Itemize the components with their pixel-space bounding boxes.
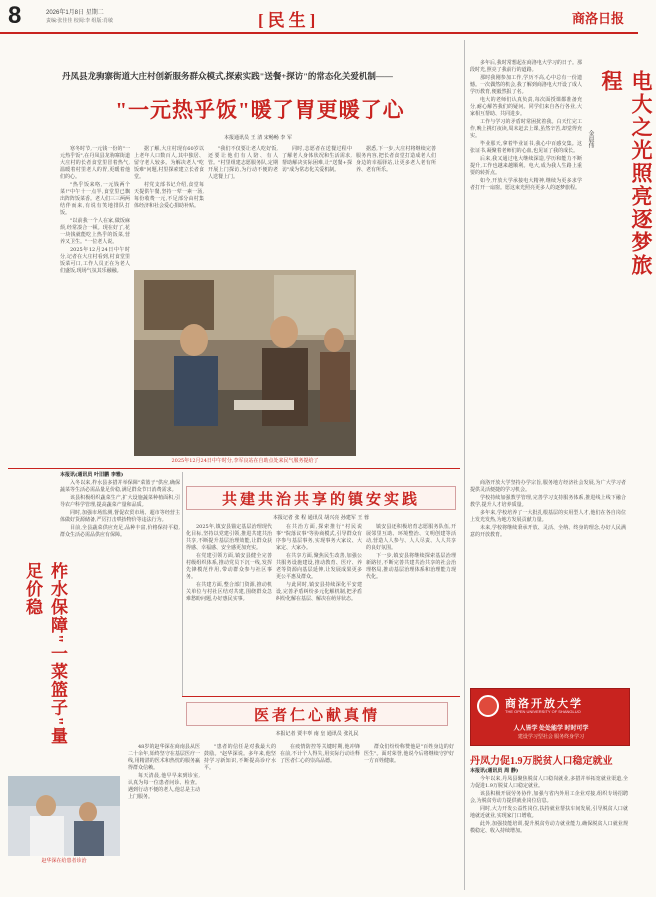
paragraph: "患者的信任是对我最大的鼓励。"赵华深说。多年来,他坚持学习新知识,不断提高诊疗水平。 — [204, 744, 276, 771]
editors-line: 责编:张佳佳 校阅:李 组版:肖敏 — [46, 18, 113, 24]
paragraph: 同时,加强市场监测,督促农贸市场、超市等经营主体做好货源储备,严厉打击哄抬物价等违法行为。 — [60, 510, 180, 523]
paragraph: 与此同时,镇安县持续深化平安建设,完善矛盾纠纷多元化解机制,把矛盾纠纷化解在基层、解决在萌芽状态。 — [276, 582, 362, 602]
middle-byline: 本报记者 张 程 通讯员 胡兴亮 孙建军 王 蓉 — [272, 515, 370, 521]
university-english: THE OPEN UNIVERSITY OF SHANGLUO — [505, 709, 581, 714]
lead-byline: 本报通讯员 王 清 宋畅畅 李 军 — [224, 135, 292, 141]
paragraph: 镇安县还积极培育志愿服务队伍,开展邻里互助、环境整治、文明创建等活动,营造人人参与、人人尽责、人人共享的良好氛围。 — [366, 524, 456, 551]
paragraph: 村党支部书记介绍,食堂每天提供午餐,坚持一荤一素一汤,每份收费一元,不足部分由村集体经济和社会爱心捐助补贴。 — [134, 182, 204, 209]
newspaper-logo: 商洛日报 — [572, 11, 625, 26]
right-top-body — [470, 60, 582, 470]
lead-photo-caption: 2025年12月24日中午时分,李军良站在自助点处来民气服务提给了 — [171, 458, 319, 464]
section-rule — [182, 696, 460, 697]
left-vertical-body — [60, 472, 180, 622]
column-rule — [182, 472, 183, 696]
section-rule — [8, 468, 460, 469]
bottom-right-headline: 丹凤力促1.9万脱贫人口稳定就业 — [470, 756, 613, 767]
paragraph: 工作与学习的矛盾时常困扰着我。白天忙完工作,晚上挑灯夜读,周末赶去上课,虽然辛苦,却觉得充实。 — [470, 119, 582, 139]
paragraph: 群众们纷纷称赞他是"百姓身边的好医生"。面对荣誉,他说今后将继续守护好一方百姓健康。 — [364, 744, 454, 764]
middle-body-col3 — [366, 524, 456, 674]
paragraph: "我们不仅要让老人吃好饭,还要让他们有人陪、有人管。"村里组建志愿服务队,定期开展上门探访,为行动不便的老人送餐上门。 — [208, 146, 278, 180]
paragraph: 在共享方面,聚焦民生改善,加强公共服务设施建设,推动教育、医疗、养老等资源向基层延伸,让发展成果更多更公平惠及群众。 — [276, 553, 362, 580]
paragraph: "热乎饭来咯,一元钱两个菜!"中午十一点半,食堂里已飘出阵阵饭菜香。老人们三三两两结伴而来,有说有笑地排队打饭。 — [60, 182, 131, 216]
paragraph: 同时,志愿者在送餐过程中了解老人身体状况和生活需求,帮助解决实际困难,让"送餐+探访"成为常态化关爱机制。 — [282, 146, 352, 173]
paragraph: "以前我一个人在家,做饭麻烦,经常凑合一顿。现在好了,花一块钱就能吃上热乎的饭菜,营养又卫生。"一位老人说。 — [60, 218, 130, 245]
lead-photo-illustration — [134, 270, 356, 456]
paragraph: 2025年,镇安县锚定基层治理现代化目标,坚持以党建引领,推进共建共治共享,不断提升基层治理效能,让群众获得感、幸福感、安全感更加充实。 — [186, 524, 272, 551]
doctor-photo-caption: 赵华深在给患者诊治 — [41, 858, 87, 864]
lead-kicker: 丹凤县龙驹寨街道大庄村创新服务群众模式,探索实践"送餐+探访"的常态化关爱机制—— — [62, 71, 393, 81]
doctor-photo-illustration — [8, 776, 120, 856]
paragraph: 该县积极开展劳务协作,加强与省内外用工企业对接,组织专场招聘会,为脱贫劳动力提供就业岗位信息。 — [470, 791, 628, 804]
column-rule — [464, 40, 465, 890]
paragraph: 2025年12月24日中午时分,记者在大庄村看到,村食堂里饭菜可口,工作人员正在为老人们盛饭,现场气氛其乐融融。 — [60, 247, 130, 274]
right-top-title: 电大之光照亮逐梦旅程 — [599, 70, 653, 277]
right-mid-body — [470, 480, 626, 680]
paragraph: 在党建引领方面,镇安县健全完善村级组织体系,推动党员下沉一线,发挥先锋模范作用,带动群众参与社区事务。 — [186, 553, 272, 580]
paragraph: 多年来,学校培养了一大批扎根基层的实用型人才,他们在各自岗位上发光发热,为地方发展贡献力量。 — [470, 510, 626, 523]
issue-date: 2026年1月8日 星期二 — [46, 10, 104, 16]
page-number: 8 — [8, 2, 22, 29]
byline: 本报讯(通讯员 叶旧鹏 李雅) — [60, 472, 124, 478]
paragraph: 在共治方面,探索推行"村民说事""院落议事"等协商模式,引导群众有序参与基层事务,实现事务大家议、大家定、大家办。 — [276, 524, 362, 551]
paragraph: 据了解,大庄村现有60岁以上老年人口数百人,其中独居、留守老人较多。为解决老人"吃饭难"问题,村里探索建立长者食堂。 — [134, 146, 204, 180]
middle-body-col2 — [276, 524, 362, 674]
lead-body-col4 — [282, 146, 352, 266]
paragraph: 在共建方面,整合部门资源,推动机关单位与村社区结对共建,围绕群众急难愁盼问题,办好惠民实事。 — [186, 582, 272, 602]
bottom-left-body-col1 — [128, 744, 200, 890]
paragraph: 据悉,下一步,大庄村将继续完善服务内容,把长者食堂打造成老人们身边的幸福驿站,让更多老人老有所养、老有所乐。 — [356, 146, 436, 173]
bottom-left-headline: 医者仁心献真情 — [253, 708, 380, 724]
bottom-left-body-col4 — [364, 744, 454, 890]
lead-headline: "一元热乎饭"暖了胃更暖了心 — [115, 98, 405, 122]
university-slogan-1: 人人皆学 处处能学 时时可学 — [513, 726, 589, 732]
paragraph: 今年以来,丹凤县聚焦脱贫人口稳岗就业,多措并举拓宽就业渠道,全力促进1.9万脱贫人口稳定就业。 — [470, 776, 628, 789]
university-slogan-2: 建设学习型社会 服务终身学习 — [517, 735, 585, 740]
paragraph: 48岁的赵华深在商南县从医二十余年,始终坚守在基层医疗一线,用精湛的医术和热忱的服务赢得群众信赖。 — [128, 744, 200, 771]
paragraph: 电大的老师们认真负责,每次面授课都准备充分,耐心解答我们的疑问。同学们来自各行各业,大家相互帮助、共同进步。 — [470, 97, 582, 117]
bottom-left-byline: 本报记者 贾丰辜 南 皇 通讯员 张礼民 — [275, 731, 359, 737]
paragraph: 目前,全县蔬菜供应充足,品种丰富,价格保持平稳,群众生活必需品供应有保障。 — [60, 525, 180, 538]
bottom-right-body — [470, 768, 628, 892]
lead-photo — [134, 270, 356, 456]
university-name: 商洛开放大学 — [505, 698, 583, 710]
lead-body-col3 — [208, 146, 278, 266]
byline: 本报讯(通讯员 周 静) — [470, 768, 519, 774]
paragraph: 下一步,镇安县将继续探索基层治理新路径,不断完善共建共治共享的社会治理格局,推动基层治理体系和治理能力现代化。 — [366, 553, 456, 580]
paragraph: 入冬以来,柞水县多措并举保障"菜篮子"供应,确保蔬菜等生活必需品量足价稳,满足群众节日消费需求。 — [60, 480, 180, 493]
bottom-left-body-col3 — [280, 744, 360, 890]
paragraph: 毕业那天,拿着毕业证书,我心中百感交集。这张证书,凝聚着老师们的心血,也见证了我的成长。 — [470, 141, 582, 154]
right-top-author: 金晨伟 — [587, 130, 594, 148]
left-vertical-title: 柞水保障"一菜篮子"量足价稳 — [23, 562, 67, 745]
paragraph: 寒冬时节,一元钱一份的"一元热乎饭",在丹凤县龙驹寨街道大庄村的长者食堂里冒着热气,温暖着村里老人的胃,更暖着他们的心。 — [60, 146, 130, 180]
section-title: [民生] — [258, 11, 320, 30]
lead-body-col2 — [134, 146, 204, 266]
paragraph: 学校持续加强教学管理,完善学习支持服务体系,推进线上线下融合教学,提升人才培养质量。 — [470, 495, 626, 508]
open-university-ad — [470, 688, 630, 746]
paragraph: 如今,开放大学承接电大精神,继续为更多求学者打开一扇窗。愿这束光照亮更多人的逐梦旅程。 — [470, 178, 582, 191]
university-emblem-icon — [477, 695, 499, 717]
page-header — [0, 0, 638, 34]
bottom-left-body-col2 — [204, 744, 276, 890]
paragraph: 商洛开放大学坚持办学宗旨,服务地方经济社会发展,为广大学习者提供灵活便捷的学习机会。 — [470, 480, 626, 493]
paragraph: 后来,我又通过电大继续深造,学历和能力不断提升,工作也越来越顺利。电大,成为我人生路上重要的转折点。 — [470, 156, 582, 176]
paragraph: 在疫情防控等关键时期,他冲锋在前,不计个人得失,用实际行动诠释了医者仁心的崇高品德。 — [280, 744, 360, 764]
paragraph: 那时我刚参加工作,学历不高,心中总有一份遗憾。一次偶然的机会,我了解到商洛电大开设了成人学历教育,便毅然报了名。 — [470, 75, 582, 95]
lead-body-col5 — [356, 146, 436, 316]
middle-body-col1 — [186, 524, 272, 674]
paragraph: 未来,学校将继续秉承开放、灵活、全纳、终身的理念,办好人民满意的开放教育。 — [470, 525, 626, 538]
lead-body-col1 — [60, 146, 130, 456]
paragraph: 每天清晨,他早早来到诊室,认真为每一位患者问诊、检查。遇到行动不便的老人,他总是主动上门服务。 — [128, 773, 200, 800]
paragraph: 同时,大力开发公益性岗位,扶持就业帮扶车间发展,引导脱贫人口就地就近就业,实现家门口增收。 — [470, 806, 628, 819]
middle-headline: 共建共治共享的镇安实践 — [221, 492, 420, 508]
paragraph: 多年后,我时常想起在商洛电大学习的日子。那段时光,照亮了我前行的道路。 — [470, 60, 582, 73]
paragraph: 此外,加强技能培训,提升脱贫劳动力就业能力,确保脱贫人口就业规模稳定、收入持续增加。 — [470, 821, 628, 834]
paragraph: 该县积极组织蔬菜生产,扩大设施蔬菜种植面积,引导农户科学管理,提高蔬菜产量和品质。 — [60, 495, 180, 508]
doctor-photo — [8, 776, 120, 856]
